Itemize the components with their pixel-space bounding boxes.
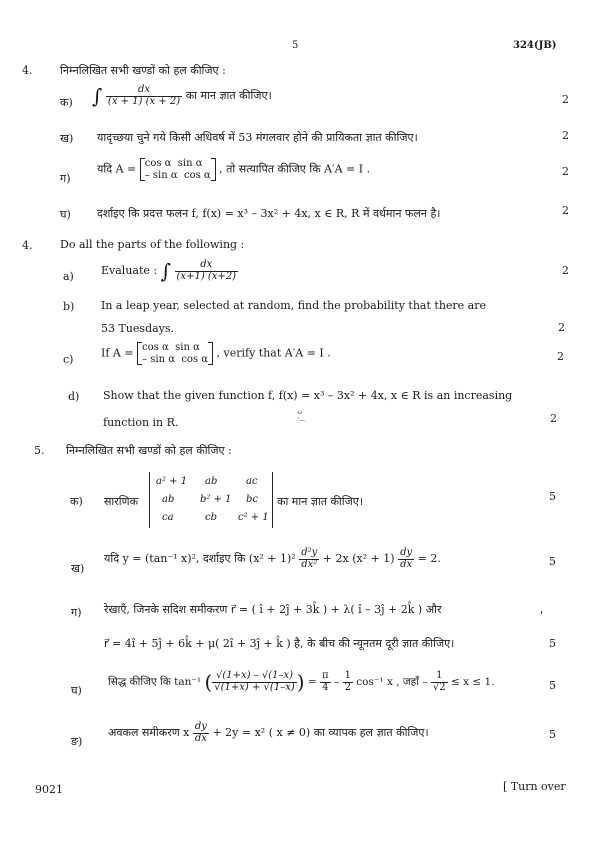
question-title: Do all the parts of the following : bbox=[60, 238, 245, 251]
marks: 2 bbox=[550, 412, 557, 425]
matrix-cell: – sin α bbox=[144, 169, 178, 181]
part-label: a) bbox=[63, 270, 74, 283]
part-label: क) bbox=[60, 96, 73, 109]
part-text: यदि A = bbox=[97, 162, 137, 176]
part-label: ग) bbox=[60, 172, 71, 185]
matrix-expression bbox=[101, 342, 331, 365]
matrix-cell: sin α bbox=[177, 158, 203, 169]
matrix-cell: cos α bbox=[142, 342, 169, 353]
fraction-numerator: dx bbox=[200, 259, 213, 270]
determinant-cell: ca bbox=[162, 512, 174, 523]
part-text: = bbox=[307, 676, 317, 688]
fraction-denominator: 4 bbox=[320, 682, 331, 694]
part-text: , verify that A′A = I . bbox=[216, 346, 331, 360]
fraction-numerator: π bbox=[322, 670, 329, 681]
part-label: क) bbox=[70, 495, 83, 508]
fraction-numerator: dy bbox=[194, 721, 207, 732]
part-text: सारणिक bbox=[104, 495, 139, 508]
part-label: b) bbox=[63, 300, 75, 313]
determinant bbox=[149, 472, 273, 528]
fraction-denominator: dx bbox=[193, 733, 209, 745]
marks: 5 bbox=[549, 728, 556, 741]
marks: 5 bbox=[549, 490, 556, 503]
derivative-expression bbox=[104, 548, 441, 570]
part-text: In a leap year, selected at random, find the probability that there are bbox=[101, 299, 487, 312]
matrix-cell: sin α bbox=[175, 342, 200, 353]
stray-mark: ᴗ · ⌒ bbox=[297, 407, 307, 432]
part-text: ≤ x ≤ 1. bbox=[451, 676, 495, 688]
part-text: – bbox=[333, 676, 340, 688]
question-number: 4. bbox=[22, 239, 33, 252]
fraction-numerator: dx bbox=[138, 84, 151, 95]
part-label: घ) bbox=[71, 684, 82, 697]
part-text: , तो सत्यापित कीजिए कि A′A = I . bbox=[219, 162, 371, 176]
fraction-numerator: 1 bbox=[344, 670, 351, 681]
fraction-denominator: dx² bbox=[301, 558, 318, 570]
question-title: निम्नलिखित सभी खण्डों को हल कीजिए : bbox=[66, 444, 232, 457]
determinant-cell: cb bbox=[205, 512, 218, 523]
part-text: यादृच्छया चुने गये किसी अधिवर्ष में 53 मंगलवार होने की प्रायिकता ज्ञात कीजिए। bbox=[97, 131, 418, 144]
part-label: ख) bbox=[60, 132, 74, 145]
fraction-numerator: 1 bbox=[436, 670, 443, 681]
part-text: function in R. bbox=[103, 416, 179, 429]
part-text: का मान ज्ञात कीजिए। bbox=[277, 495, 364, 508]
marks: 2 bbox=[562, 264, 569, 277]
marks: 5 bbox=[549, 679, 556, 692]
turn-over-label: [ Turn over bbox=[503, 780, 566, 793]
part-text: रेखाएँ, जिनके सदिश समीकरण r⃗ = ( î + 2ĵ + 3k̂ ) + λ( î – 3ĵ + 2k̂ ) और bbox=[104, 603, 442, 616]
determinant-cell: c² + 1 bbox=[238, 512, 269, 523]
fraction-numerator: √(1+x) – √(1–x) bbox=[215, 670, 294, 681]
fraction-numerator: dy bbox=[400, 547, 413, 558]
question-number: 4. bbox=[22, 64, 33, 77]
fraction-denominator: dx bbox=[398, 559, 414, 571]
fraction-denominator: (x+1) (x+2) bbox=[176, 270, 237, 282]
matrix-cell: cos α bbox=[181, 353, 209, 365]
part-text: दर्शाइए कि प्रदत्त फलन f, f(x) = x³ – 3x² + 4x, x ∈ R, R में वर्धमान फलन है। bbox=[97, 207, 441, 220]
page-number: 5 bbox=[292, 40, 299, 51]
marks: 2 bbox=[557, 350, 564, 363]
matrix-expression bbox=[97, 158, 370, 181]
fraction-denominator: √2 bbox=[432, 681, 446, 693]
differential-equation bbox=[108, 722, 429, 744]
part-label: ख) bbox=[71, 562, 85, 575]
determinant-cell: ac bbox=[246, 476, 258, 487]
part-label: ङ) bbox=[71, 735, 83, 748]
part-label: d) bbox=[68, 390, 80, 403]
matrix-cell: – sin α bbox=[142, 353, 175, 365]
fraction-denominator: 2 bbox=[344, 681, 351, 693]
part-text: यदि y = (tan⁻¹ x)², दर्शाइए कि (x² + 1)² bbox=[104, 552, 296, 565]
determinant-cell: a² + 1 bbox=[156, 476, 188, 487]
matrix-cell: cos α bbox=[144, 158, 172, 169]
part-text: अवकल समीकरण x bbox=[108, 726, 190, 739]
determinant-cell: b² + 1 bbox=[200, 494, 232, 505]
marks: 2 bbox=[558, 321, 565, 334]
part-text: का मान ज्ञात कीजिए। bbox=[185, 89, 272, 102]
part-text: r⃗ = 4î + 5ĵ + 6k̂ + μ( 2î + 3ĵ + k̂ ) है, के बीच की न्यूनतम दूरी ज्ञात कीजिए। bbox=[104, 637, 455, 650]
marks: 5 bbox=[549, 555, 556, 568]
stray-mark: ' bbox=[540, 609, 544, 622]
marks: 5 bbox=[549, 637, 556, 650]
part-text: cos⁻¹ x , जहाँ – bbox=[356, 676, 428, 688]
question-title: निम्नलिखित सभी खण्डों को हल कीजिए : bbox=[60, 64, 226, 77]
part-text: Evaluate : bbox=[101, 264, 158, 277]
fraction-numerator: d²y bbox=[301, 547, 318, 558]
question-number: 5. bbox=[34, 444, 45, 457]
fraction-denominator: √(1+x) + √(1–x) bbox=[214, 681, 295, 693]
determinant-cell: bc bbox=[246, 494, 259, 505]
inverse-trig-expression: सिद्ध कीजिए कि tan⁻¹ ( $\frac{√(1+x) - √(1-x)}{√(1+x) + √(1-x)}$ ) = $\frac{\pi}{4}$ – $\frac{1}{2}$ cos⁻¹ x , जहाँ – $\frac{1}{√2}$ ≤ x ≤ 1. bbox=[108, 670, 495, 694]
part-label: ग) bbox=[71, 606, 82, 619]
part-label: c) bbox=[63, 353, 74, 366]
integral-expression: Evaluate : ∫ $\frac{dx}{(x+1) (x+2)}$ bbox=[101, 259, 237, 283]
marks: 2 bbox=[562, 129, 569, 142]
part-text: If A = bbox=[101, 346, 134, 360]
paper-code: 324(JB) bbox=[513, 40, 557, 51]
integral-expression: ∫ $\frac{dx}{(x + 1) (x + 2)}$ का मान ज्ञात कीजिए। bbox=[92, 84, 272, 108]
part-text: = 2. bbox=[417, 552, 441, 565]
marks: 2 bbox=[562, 93, 569, 106]
part-text: Show that the given function f, f(x) = x³ – 3x² + 4x, x ∈ R is an increasing bbox=[103, 389, 513, 402]
part-label: घ) bbox=[60, 208, 71, 221]
part-text: 53 Tuesdays. bbox=[101, 322, 175, 335]
page-code: 9021 bbox=[35, 783, 63, 796]
marks: 2 bbox=[562, 204, 569, 217]
determinant-cell: ab bbox=[162, 494, 175, 505]
part-text: + 2x (x² + 1) bbox=[322, 552, 395, 565]
matrix bbox=[140, 158, 216, 181]
matrix bbox=[137, 342, 213, 365]
marks: 2 bbox=[562, 165, 569, 178]
matrix-cell: cos α bbox=[183, 169, 211, 181]
fraction-denominator: (x + 1) (x + 2) bbox=[107, 95, 181, 107]
part-text: सिद्ध कीजिए कि tan⁻¹ bbox=[108, 676, 202, 688]
determinant-cell: ab bbox=[205, 476, 218, 487]
part-text: + 2y = x² ( x ≠ 0) का व्यापक हल ज्ञात कीजिए। bbox=[212, 726, 429, 739]
